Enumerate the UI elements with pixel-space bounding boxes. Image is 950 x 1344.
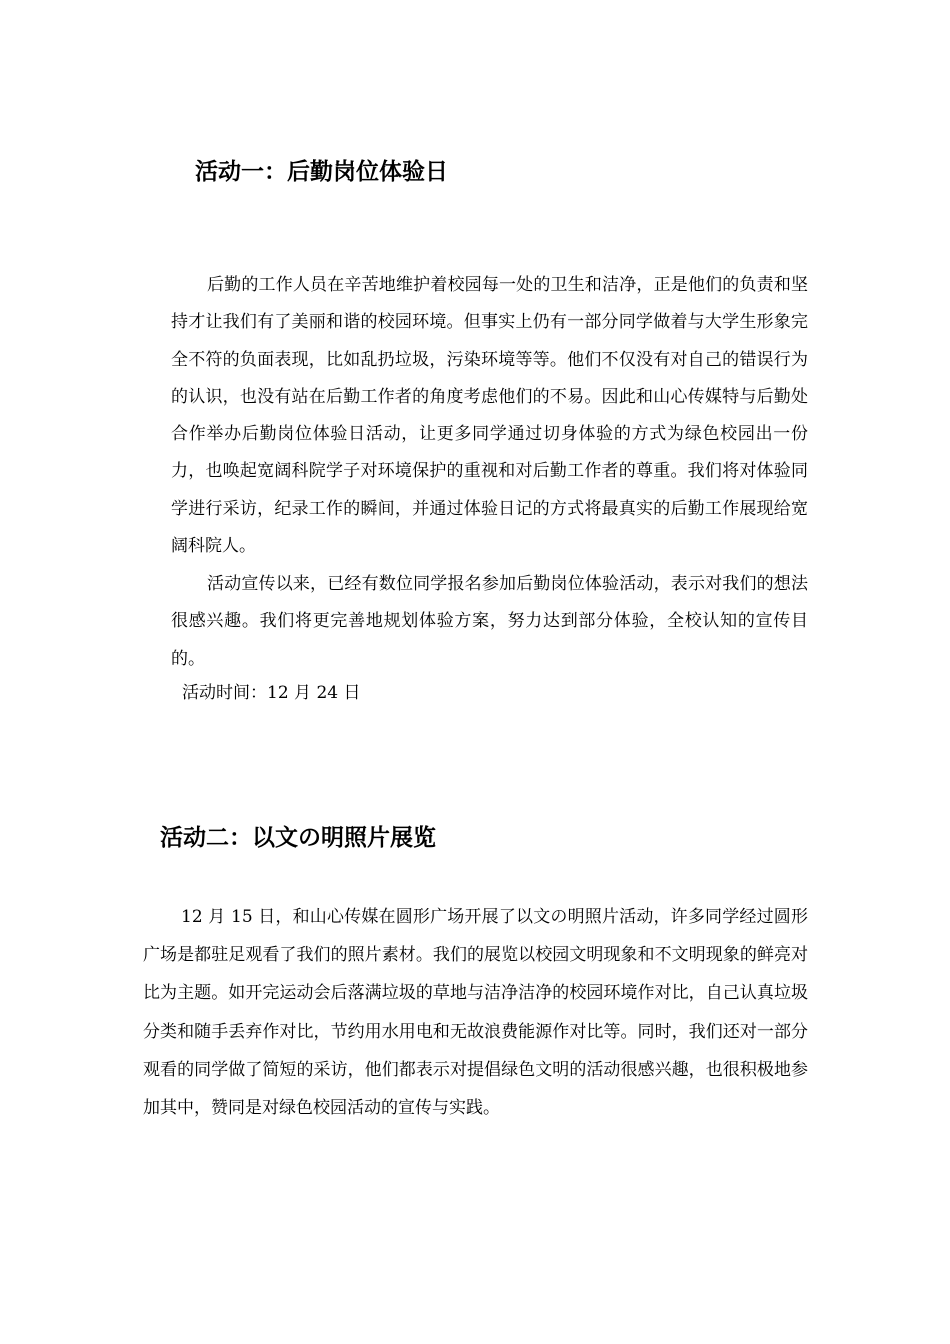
section-1-paragraph-1: 后勤的工作人员在辛苦地维护着校园每一处的卫生和洁净，正是他们的负责和坚持才让我们有了美丽和谐的校园环境。但事实上仍有一部分同学做着与大学生形象完全不符的负面表现，比如乱扔垃圾，污染环境等等。他们不仅没有对自己的错误行为的认识，也没有站在后勤工作者的角度考虑他们的不易。因此和山心传媒特与后勤处合作举办后勤岗位体验日活动，让更多同学通过切身体验的方式为绿色校园出一份力，也唤起宽阔科院学子对环境保护的重视和对后勤工作者的尊重。我们将对体验同学进行采访，纪录工作的瞬间，并通过体验日记的方式将最真实的后勤工作展现给宽阔科院人。 bbox=[171, 275, 808, 557]
section-2-paragraph-1: 12 月 15 日，和山心传媒在圆形广场开展了以文の明照片活动，许多同学经过圆形广场是都驻足观看了我们的照片素材。我们的展览以校园文明现象和不文明现象的鲜亮对比为主题。如开完运动会后落满垃圾的草地与洁净洁净的校园环境作对比，自己认真垃圾分类和随手丢弃作对比，节约用水用电和无故浪费能源作对比等。同时，我们还对一部分观看的同学做了简短的采访，他们都表示对提倡绿色文明的活动很感兴趣，也很积极地参加其中，赞同是对绿色校园活动的宣传与实践。 bbox=[143, 907, 808, 1119]
section-1-paragraph-2: 活动宣传以来，已经有数位同学报名参加后勤岗位体验活动，表示对我们的想法很感兴趣。我们将更完善地规划体验方案，努力达到部分体验，全校认知的宣传目的。 bbox=[171, 574, 808, 669]
section-1-heading: 活动一：后勤岗位体验日 bbox=[195, 159, 448, 185]
section-1-activity-time: 活动时间：12 月 24 日 bbox=[182, 683, 361, 703]
section-2-heading: 活动二：以文の明照片展览 bbox=[160, 825, 436, 851]
